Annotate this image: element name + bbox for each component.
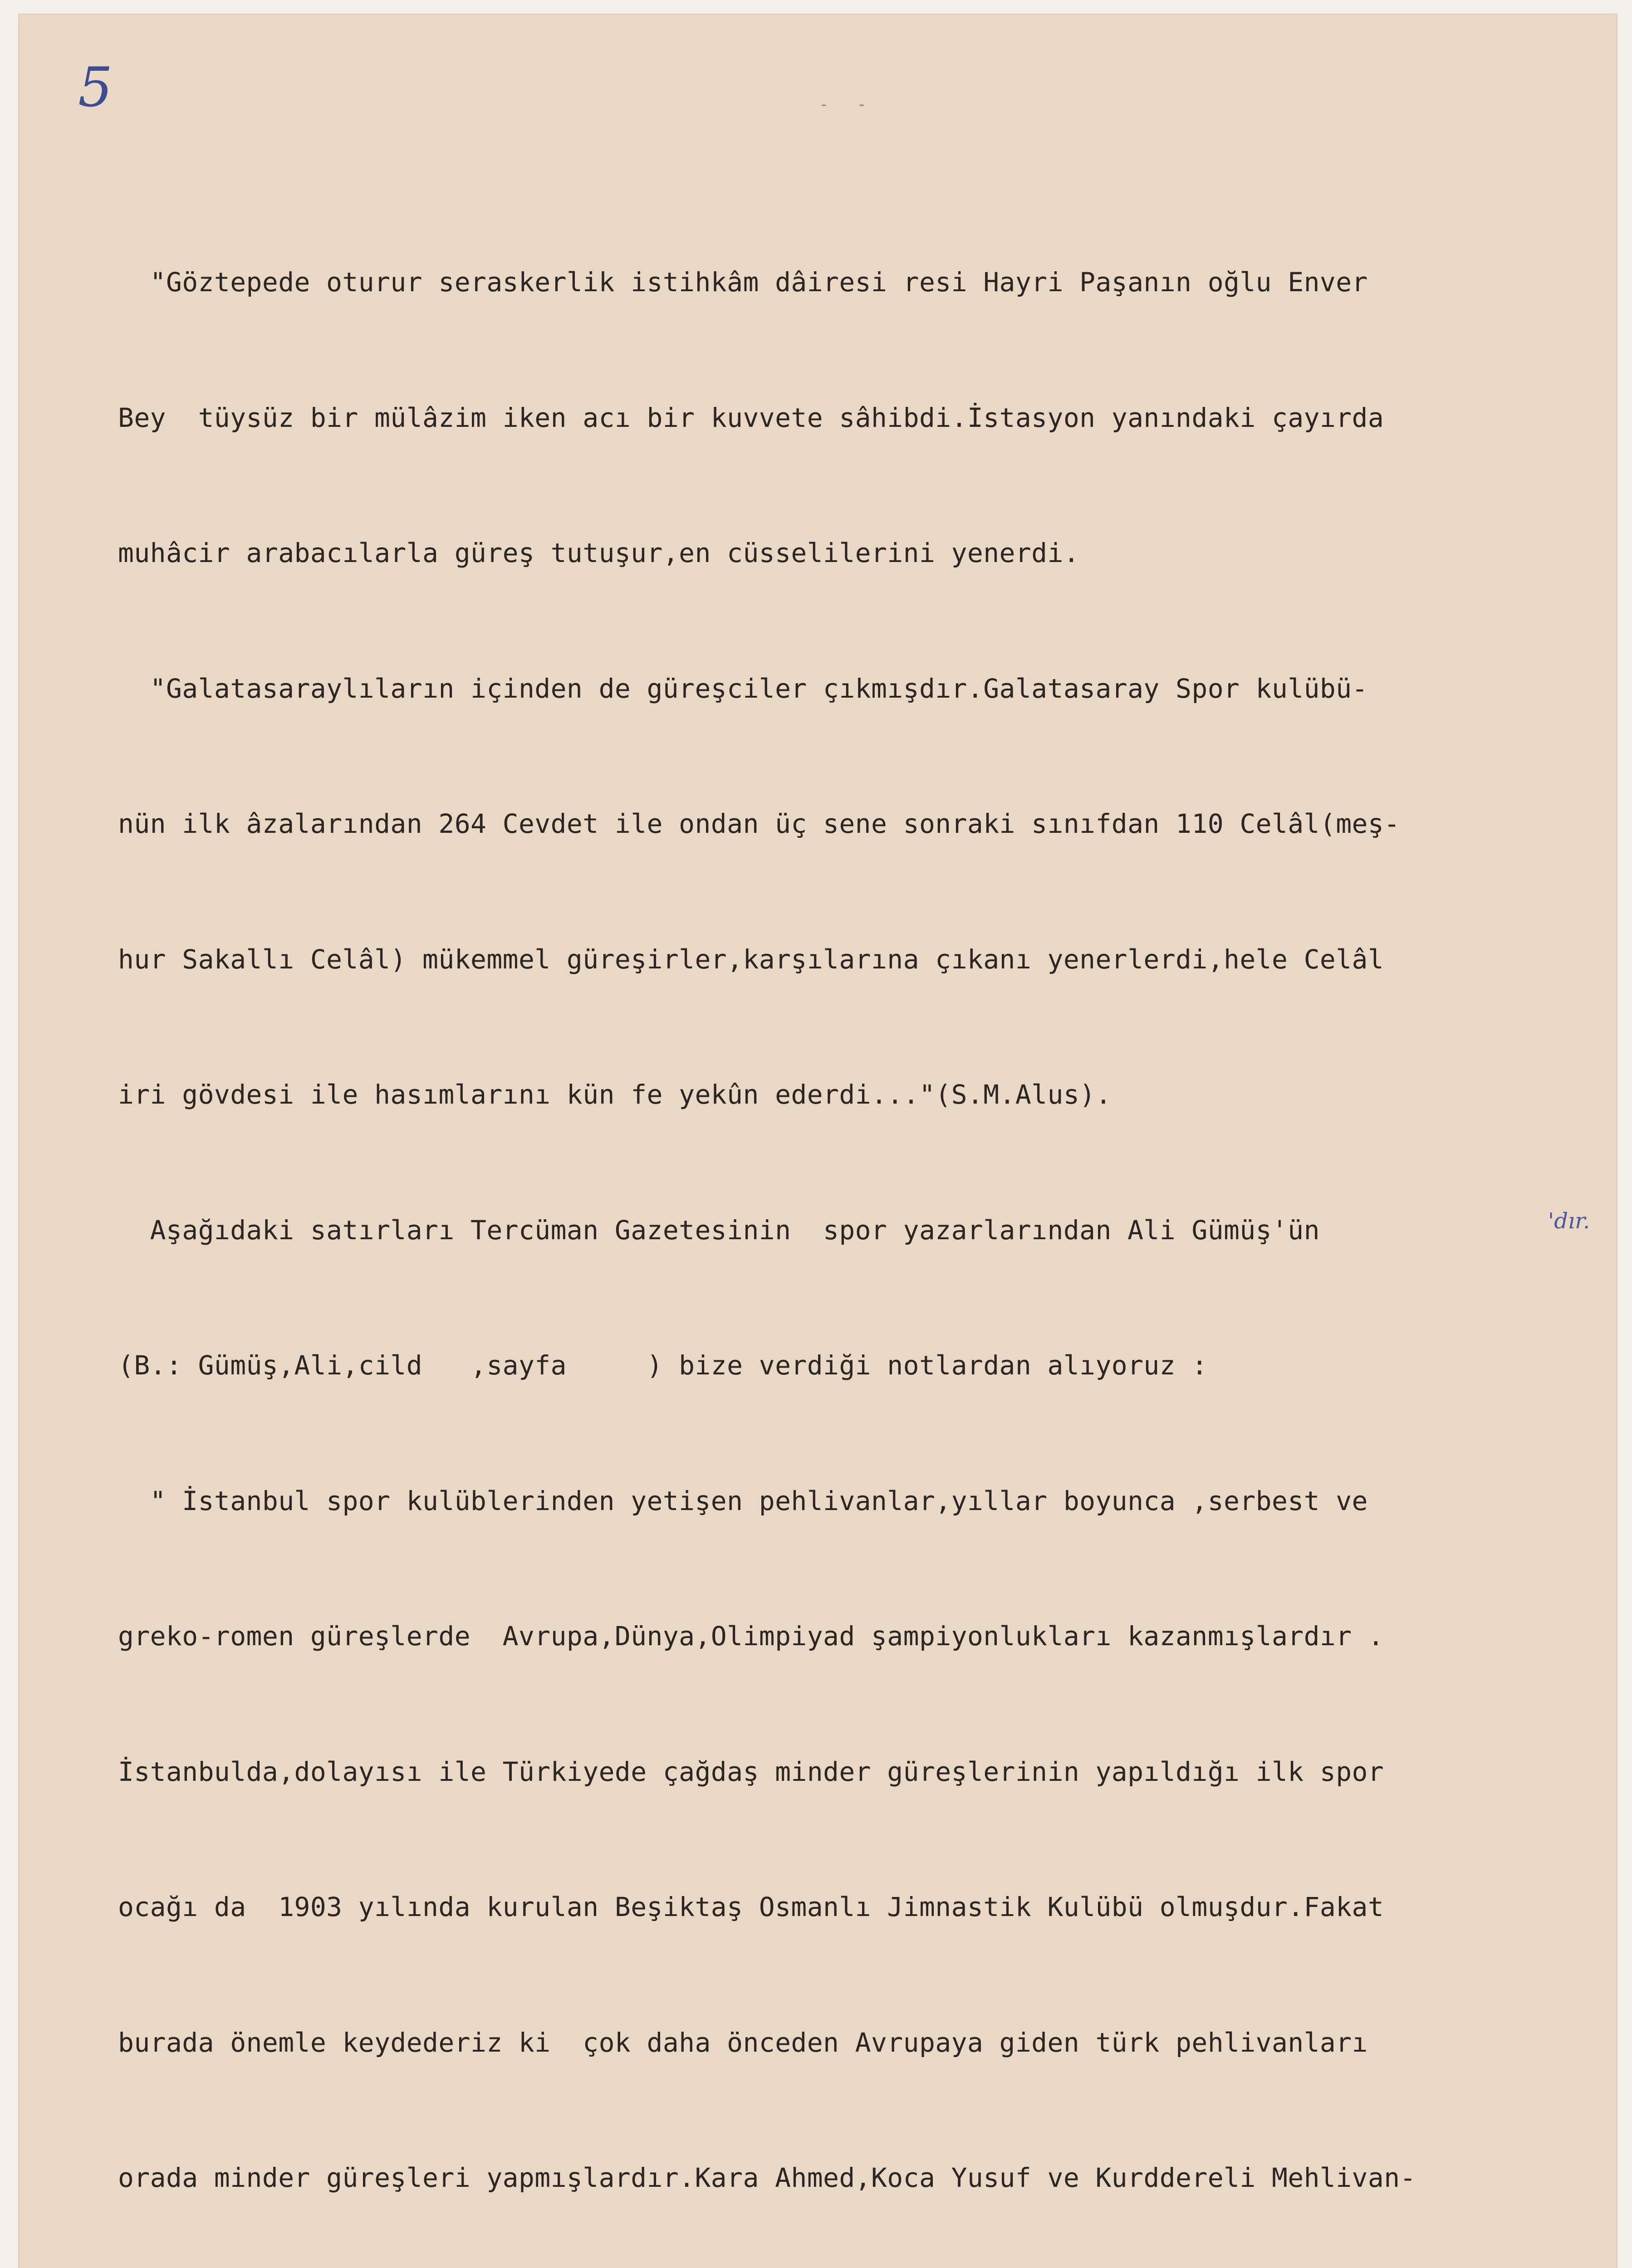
text-line-10: " İstanbul spor kulüblerinden yetişen pehlivanlar,yıllar boyunca ,serbest ve — [118, 1485, 1368, 1516]
handwritten-note: 'dır. — [1548, 1208, 1590, 1234]
text-line-7: iri gövdesi ile hasımlarını kün fe yekûn ederdi..."(S.M.Alus). — [118, 1079, 1112, 1110]
text-line-1: "Göztepede oturur seraskerlik istihkâm dâiresi resi Hayri Paşanın oğlu Enver — [118, 267, 1368, 298]
text-line-2: Bey tüysüz bir mülâzim iken acı bir kuvvete sâhibdi.İstasyon yanındaki çayırda — [118, 402, 1384, 433]
typed-body — [118, 170, 1624, 2268]
text-line-6: hur Sakallı Celâl) mükemmel güreşirler,karşılarına çıkanı yenerlerdi,hele Celâl — [118, 943, 1384, 975]
text-line-3: muhâcir arabacılarla güreş tutuşur,en cüsselilerini yenerdi. — [118, 538, 1080, 568]
text-line-14: burada önemle keydederiz ki çok daha önceden Avrupaya giden türk pehlivanları — [118, 2027, 1368, 2058]
text-line-9: (B.: Gümüş,Ali,cild ,sayfa ) bize verdiği notlardan alıyoruz : — [118, 1350, 1208, 1381]
text-line-5: nün ilk âzalarından 264 Cevdet ile ondan üç sene sonraki sınıfdan 110 Celâl(meş- — [118, 808, 1400, 839]
text-line-11: greko-romen güreşlerde Avrupa,Dünya,Olimpiyad şampiyonlukları kazanmışlardır . — [118, 1621, 1384, 1652]
text-line-12: İstanbulda,dolayısı ile Türkiyede çağdaş minder güreşlerinin yapıldığı ilk spor — [118, 1756, 1384, 1787]
top-mark: - - — [819, 95, 876, 114]
document-page — [18, 14, 1617, 2268]
text-line-8: Aşağıdaki satırları Tercüman Gazetesinin spor yazarlarından Ali Gümüş'ün — [118, 1214, 1320, 1246]
text-line-13: ocağı da 1903 yılında kurulan Beşiktaş Osmanlı Jimnastik Kulübü olmuşdur.Fakat — [118, 1892, 1384, 1922]
text-line-4: "Galatasaraylıların içinden de güreşciler çıkmışdır.Galatasaray Spor kulübü- — [118, 673, 1368, 704]
page-number: 5 — [78, 56, 113, 119]
text-line-15: orada minder güreşleri yapmışlardır.Kara Ahmed,Koca Yusuf ve Kurddereli Mehlivan- — [118, 2162, 1416, 2193]
